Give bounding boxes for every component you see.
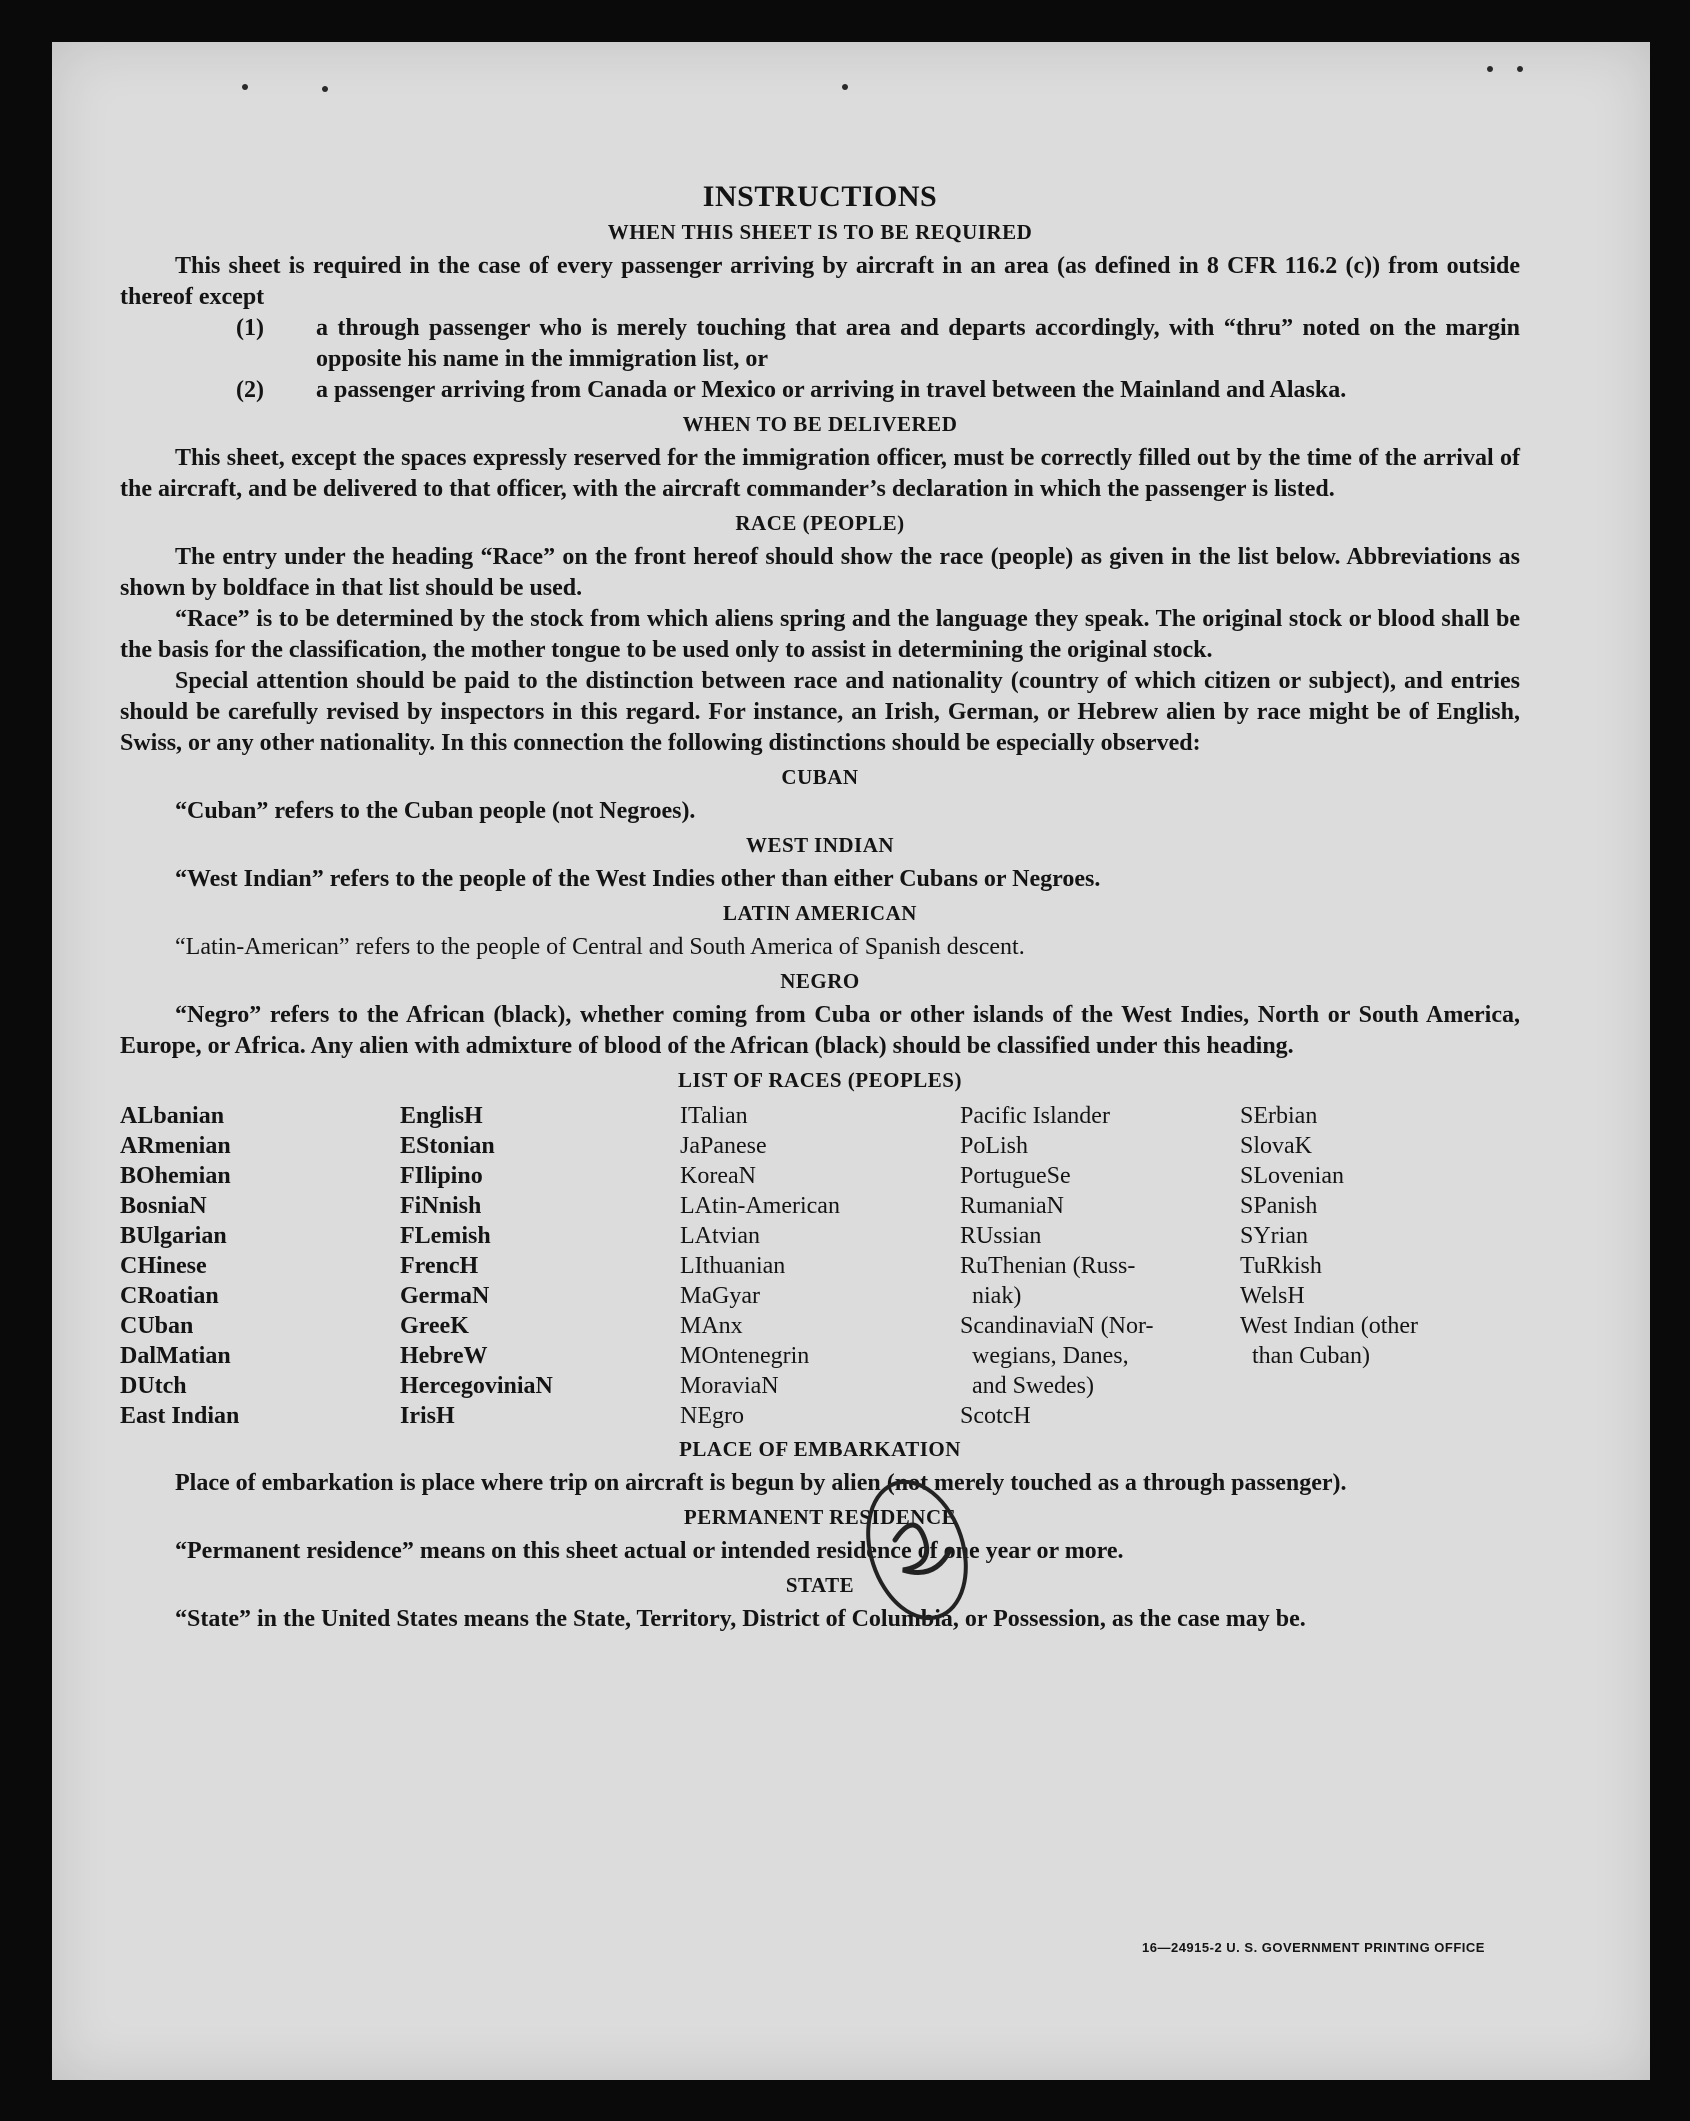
- race-entry: ARmenian: [120, 1133, 231, 1159]
- residence-text: “Permanent residence” means on this sheet actual or intended residence of one year or more.: [175, 1538, 1124, 1564]
- race-entry: MaGyar: [680, 1283, 760, 1309]
- race-entry: GermaN: [400, 1283, 490, 1309]
- latin-american-text: “Latin-American” refers to the people of Central and South America of Spanish descent.: [175, 934, 1025, 960]
- race-entry: ITalian: [680, 1103, 748, 1129]
- heading-state: STATE: [785, 1573, 855, 1597]
- west-indian-text: “West Indian” refers to the people of the West Indies other than either Cubans or Negroes.: [175, 866, 1101, 892]
- race-entry: CHinese: [120, 1253, 207, 1279]
- races-column: [120, 1101, 400, 1431]
- heading-list-of-races: LIST OF RACES (PEOPLES): [678, 1068, 962, 1092]
- exception-number: (2): [236, 377, 264, 403]
- race-entry: ALbanian: [120, 1103, 225, 1129]
- negro-text: “Negro” refers to the African (black), whether coming from Cuba or other islands of the West Indies, North or South America, Europe, or Africa. Any alien with admixture of blood of the African (black) should be classified under this heading.: [120, 1002, 1520, 1059]
- race-entry: HebreW: [400, 1343, 488, 1369]
- heading-west-indian: WEST INDIAN: [745, 833, 895, 857]
- race-entry: FrencH: [400, 1253, 479, 1279]
- exception-number: (1): [236, 315, 264, 341]
- race-entry: and Swedes): [960, 1373, 1094, 1399]
- race-entry: RuThenian (Russ-: [960, 1253, 1136, 1279]
- print-code: 16—24915-2 U. S. GOVERNMENT PRINTING OFFICE: [1142, 1940, 1485, 1955]
- race-entry: DUtch: [120, 1373, 187, 1399]
- speck-mark: [322, 86, 328, 92]
- race-entry: LAtvian: [680, 1223, 760, 1249]
- races-column: [960, 1101, 1240, 1431]
- heading-negro: NEGRO: [780, 969, 860, 993]
- race-paragraph-1: The entry under the heading “Race” on the front hereof should show the race (people) as given in the list below. Abbreviations as shown by boldface in that list should be used.: [120, 544, 1520, 601]
- when-delivered-text: This sheet, except the spaces expressly reserved for the immigration officer, must be correctly filled out by the time of the arrival of the aircraft, and be delivered to that officer, with the aircraft commander’s declaration in which the passenger is listed.: [120, 445, 1520, 502]
- race-entry: TuRkish: [1240, 1253, 1322, 1279]
- instructions-content: [120, 180, 1520, 1635]
- state-text: “State” in the United States means the State, Territory, District of Columbia, or Possession, as the case may be.: [175, 1606, 1306, 1632]
- race-entry: niak): [960, 1283, 1022, 1309]
- race-entry: WelsH: [1240, 1283, 1305, 1309]
- speck-mark: [1517, 66, 1523, 72]
- race-entry: GreeK: [400, 1313, 469, 1339]
- exception-text: a through passenger who is merely touching that area and departs accordingly, with “thru” noted on the margin opposite his name in the immigration list, or: [316, 315, 1520, 372]
- race-entry: Pacific Islander: [960, 1103, 1110, 1129]
- race-entry: EStonian: [400, 1133, 495, 1159]
- race-entry: PortugueSe: [960, 1163, 1071, 1189]
- races-column: [1240, 1101, 1520, 1431]
- race-entry: IrisH: [400, 1403, 455, 1429]
- when-required-intro: This sheet is required in the case of every passenger arriving by aircraft in an area (as defined in 8 CFR 116.2 (c)) from outside thereof except: [120, 253, 1520, 310]
- handwritten-circle-mark: [855, 1470, 975, 1630]
- race-entry: ScotcH: [960, 1403, 1031, 1429]
- heading-race: RACE (PEOPLE): [735, 511, 905, 535]
- race-entry: West Indian (other: [1240, 1313, 1419, 1339]
- race-entry: RumaniaN: [960, 1193, 1064, 1219]
- heading-latin-american: LATIN AMERICAN: [723, 901, 917, 925]
- race-entry: LIthuanian: [680, 1253, 786, 1279]
- race-entry: SPanish: [1240, 1193, 1318, 1219]
- race-entry: KoreaN: [680, 1163, 756, 1189]
- race-entry: than Cuban): [1240, 1343, 1370, 1369]
- cuban-text: “Cuban” refers to the Cuban people (not Negroes).: [175, 798, 696, 824]
- race-entry: NEgro: [680, 1403, 744, 1429]
- race-entry: SErbian: [1240, 1103, 1318, 1129]
- exception-text: a passenger arriving from Canada or Mexico or arriving in travel between the Mainland and Alaska.: [316, 377, 1347, 403]
- races-column: [400, 1101, 680, 1431]
- race-entry: EnglisH: [400, 1103, 483, 1129]
- race-entry: LAtin-American: [680, 1193, 840, 1219]
- race-entry: MoraviaN: [680, 1373, 779, 1399]
- race-entry: PoLish: [960, 1133, 1029, 1159]
- race-entry: SYrian: [1240, 1223, 1308, 1249]
- race-entry: SlovaK: [1240, 1133, 1312, 1159]
- speck-mark: [842, 84, 848, 90]
- race-entry: CRoatian: [120, 1283, 219, 1309]
- exception-item: [236, 375, 1520, 406]
- races-list: [120, 1101, 1520, 1431]
- heading-when-delivered: WHEN TO BE DELIVERED: [682, 412, 958, 436]
- embarkation-text: Place of embarkation is place where trip on aircraft is begun by alien (not merely touched as a through passenger).: [175, 1470, 1347, 1496]
- races-column: [680, 1101, 960, 1431]
- race-entry: CUban: [120, 1313, 194, 1339]
- race-paragraph-2: “Race” is to be determined by the stock from which aliens spring and the language they speak. The original stock or blood shall be the basis for the classification, the mother tongue to be used only to assist in determining the original stock.: [120, 606, 1520, 663]
- race-entry: MOntenegrin: [680, 1343, 810, 1369]
- race-entry: FiNnish: [400, 1193, 482, 1219]
- race-entry: BOhemian: [120, 1163, 231, 1189]
- exceptions-list: [120, 313, 1520, 406]
- race-entry: MAnx: [680, 1313, 743, 1339]
- race-entry: HercegoviniaN: [400, 1373, 553, 1399]
- heading-residence: PERMANENT RESIDENCE: [683, 1505, 957, 1529]
- page-title: INSTRUCTIONS: [702, 180, 938, 213]
- speck-mark: [1487, 66, 1493, 72]
- race-entry: ScandinaviaN (Nor-: [960, 1313, 1154, 1339]
- race-entry: SLovenian: [1240, 1163, 1344, 1189]
- race-entry: RUssian: [960, 1223, 1042, 1249]
- race-entry: East Indian: [120, 1403, 240, 1429]
- heading-embarkation: PLACE OF EMBARKATION: [679, 1437, 961, 1461]
- race-entry: wegians, Danes,: [960, 1343, 1129, 1369]
- speck-mark: [242, 84, 248, 90]
- race-entry: DalMatian: [120, 1343, 231, 1369]
- heading-when-required: WHEN THIS SHEET IS TO BE REQUIRED: [607, 220, 1033, 244]
- race-entry: FIlipino: [400, 1163, 483, 1189]
- race-paragraph-3: Special attention should be paid to the distinction between race and nationality (country of which citizen or subject), and entries should be carefully revised by inspectors in this regard. For instance, an Irish, German, or Hebrew alien by race might be of English, Swiss, or any other nationality. In this connection the following distinctions should be especially observed:: [120, 668, 1520, 756]
- exception-item: [236, 313, 1520, 375]
- race-entry: JaPanese: [680, 1133, 767, 1159]
- race-entry: BUlgarian: [120, 1223, 227, 1249]
- heading-cuban: CUBAN: [781, 765, 859, 789]
- race-entry: BosniaN: [120, 1193, 207, 1219]
- race-entry: FLemish: [400, 1223, 491, 1249]
